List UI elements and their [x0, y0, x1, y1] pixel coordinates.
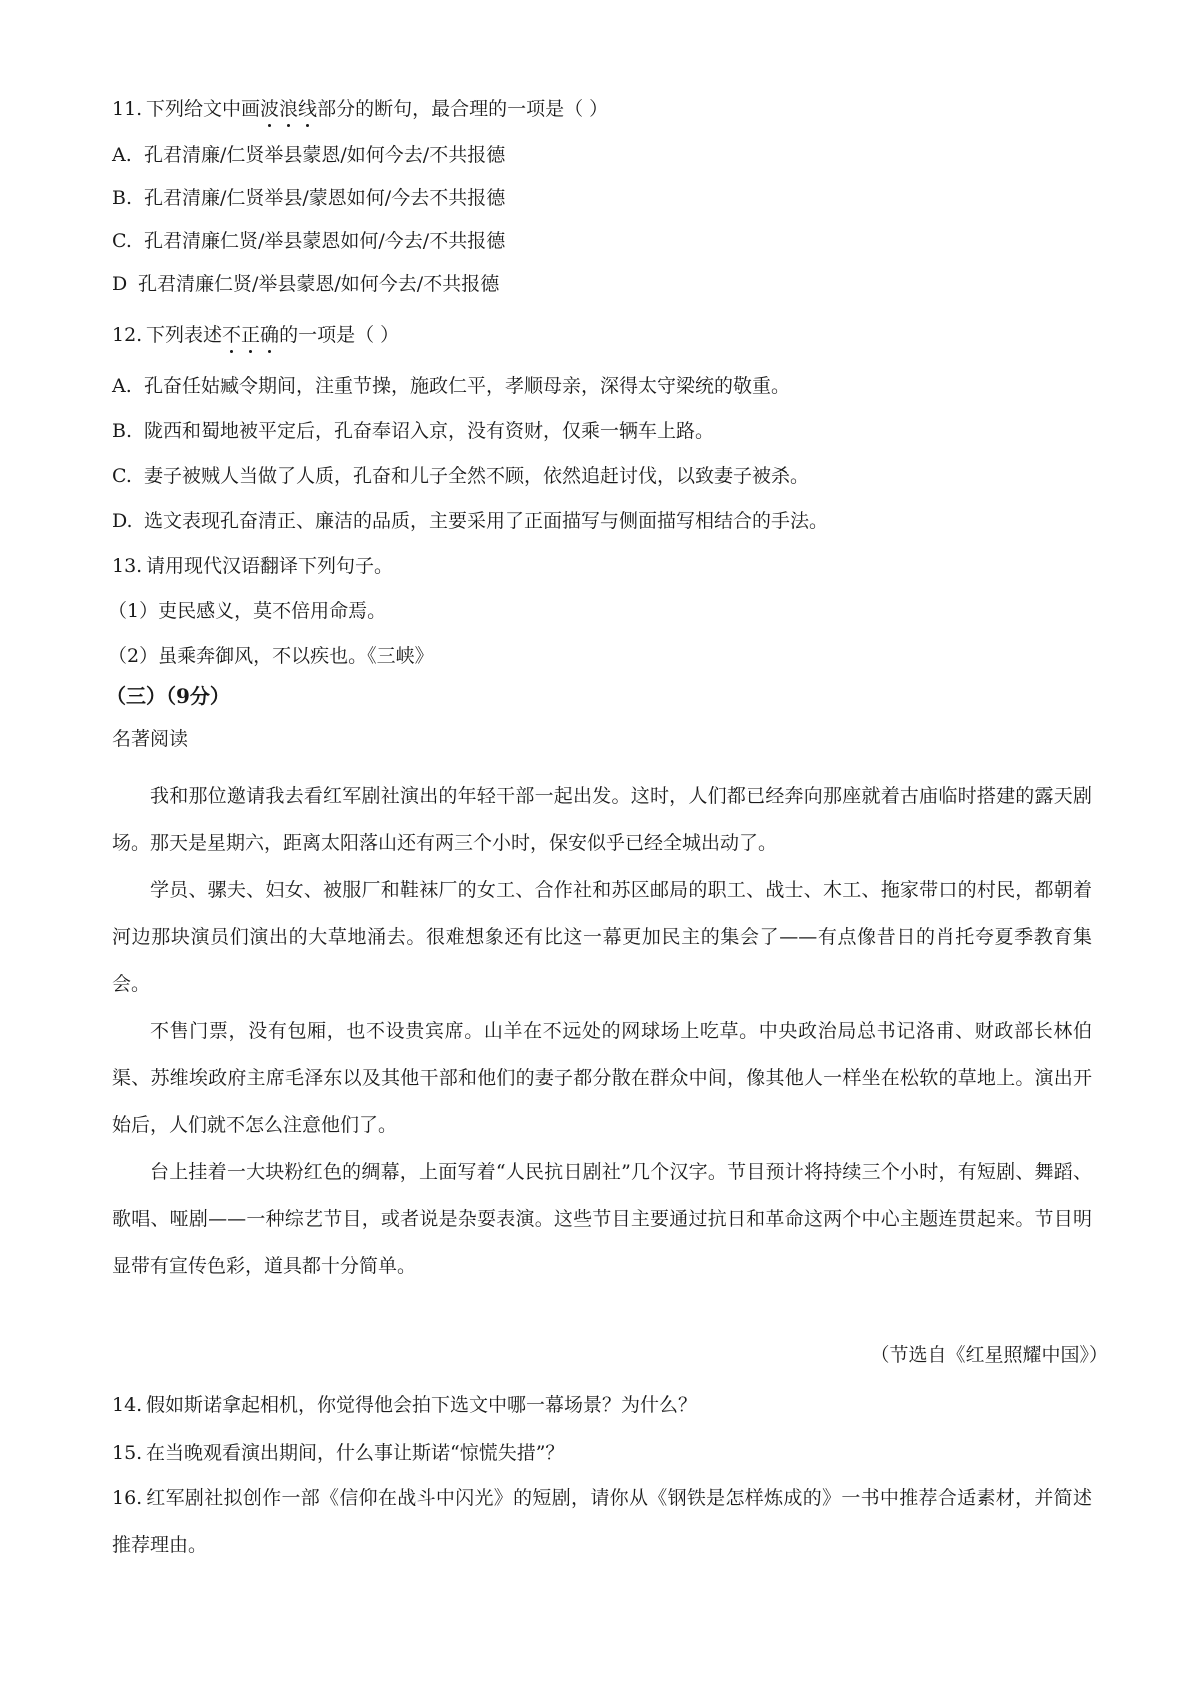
section-subtitle: 名著阅读: [112, 728, 189, 750]
question-number: 13.: [112, 555, 143, 577]
passage-paragraph-4: 台上挂着一大块粉红色的绸幕，上面写着“人民抗日剧社”几个汉字。节目预计将持续三个小时，有短剧、舞蹈、歌唱、哑剧——一种综艺节目，或者说是杂耍表演。这些节目主要通过抗日和革命这两个中心主题连贯起来。节目明显带有宣传色彩，道具都十分简单。: [112, 1161, 1092, 1277]
option-text: 陇西和蜀地被平定后，孔奋奉诏入京，没有资财，仅乘一辆车上路。: [144, 420, 715, 442]
emphasis-dot-char: 不: [222, 324, 242, 346]
option-label: D.: [112, 510, 133, 532]
option-text: 孔君清廉/仁贤举县/蒙恩如何/今去不共报德: [144, 187, 506, 209]
emphasis-dot-char: 正: [241, 324, 261, 346]
emphasis-dot-char: 浪: [279, 98, 299, 120]
section-title: （三）（9分）: [106, 684, 230, 708]
question-number: 14.: [112, 1394, 143, 1416]
question-16: [112, 1475, 1092, 1569]
option-text: 选文表现孔奋清正、廉洁的品质，主要采用了正面描写与侧面描写相结合的手法。: [144, 510, 829, 532]
option-text: 孔奋任姑臧令期间，注重节操，施政仁平，孝顺母亲，深得太守梁统的敬重。: [144, 375, 791, 397]
question-number: 15.: [112, 1442, 143, 1464]
passage-paragraph-3: 不售门票，没有包厢，也不设贵宾席。山羊在不远处的网球场上吃草。中央政治局总书记洛甫、财政部长林伯渠、苏维埃政府主席毛泽东以及其他干部和他们的妻子都分散在群众中间，像其他人一样坐在松软的草地上。演出开始后，人们就不怎么注意他们了。: [112, 1020, 1092, 1136]
stem-text: 下列给文中画: [146, 98, 261, 120]
translation-item-2: （2）虽乘奔御风，不以疾也。《三峡》: [108, 645, 434, 667]
stem-text: 请用现代汉语翻译下列句子。: [146, 555, 394, 577]
passage-paragraph-1: 我和那位邀请我去看红军剧社演出的年轻干部一起出发。这时，人们都已经奔向那座就着古庙临时搭建的露天剧场。那天是星期六，距离太阳落山还有两三个小时，保安似乎已经全城出动了。: [112, 785, 1092, 854]
question-number: 12.: [112, 324, 143, 346]
option-label: A.: [112, 375, 132, 397]
question-14: [112, 1392, 697, 1418]
option-d: [112, 271, 499, 297]
option-b: [112, 418, 714, 444]
passage-paragraph-2: 学员、骡夫、妇女、被服厂和鞋袜厂的女工、合作社和苏区邮局的职工、战士、木工、拖家带口的村民，都朝着河边那块演员们演出的大草地涌去。很难想象还有比这一幕更加民主的集会了——有点像昔日的肖托夸夏季教育集会。: [112, 879, 1092, 995]
option-a: [112, 373, 790, 399]
option-text: 孔君清廉/仁贤举县蒙恩/如何今去/不共报德: [144, 144, 506, 166]
option-text: 孔君清廉仁贤/举县蒙恩如何/今去/不共报德: [144, 230, 506, 252]
emphasis-dotted-text: [222, 324, 279, 346]
passage-source: （节选自《红星照耀中国》）: [870, 1344, 1108, 1366]
option-label: C.: [112, 465, 132, 487]
question-11-stem: [112, 96, 608, 122]
option-d: [112, 508, 828, 534]
option-text: 孔君清廉仁贤/举县蒙恩/如何今去/不共报德: [138, 273, 500, 295]
option-label: B.: [112, 420, 133, 442]
emphasis-dot-char: 波: [260, 98, 280, 120]
option-c: [112, 463, 809, 489]
option-label: D: [112, 273, 128, 295]
translation-item-1: （1）吏民感义，莫不倍用命焉。: [108, 600, 387, 622]
emphasis-dot-char: 线: [298, 98, 318, 120]
option-label: B.: [112, 187, 133, 209]
option-b: [112, 185, 505, 211]
option-c: [112, 228, 505, 254]
stem-text: 下列表述: [146, 324, 223, 346]
question-text: 红军剧社拟创作一部《信仰在战斗中闪光》的短剧，请你从《钢铁是怎样炼成的》一书中推荐合适素材，并简述推荐理由。: [112, 1487, 1092, 1556]
stem-text: 部分的断句，最合理的一项是（ ）: [317, 98, 609, 120]
emphasis-dot-char: 确: [260, 324, 280, 346]
question-number: 16.: [112, 1487, 143, 1509]
question-text: 在当晚观看演出期间，什么事让斯诺“惊慌失措”？: [146, 1442, 565, 1464]
question-number: 11.: [112, 98, 143, 120]
option-label: C.: [112, 230, 132, 252]
stem-text: 的一项是（ ）: [279, 324, 400, 346]
question-12-stem: [112, 322, 399, 348]
option-a: [112, 142, 505, 168]
question-15: [112, 1440, 564, 1466]
question-text: 假如斯诺拿起相机，你觉得他会拍下选文中哪一幕场景？为什么？: [146, 1394, 698, 1416]
option-text: 妻子被贼人当做了人质，孔奋和儿子全然不顾，依然追赶讨伐，以致妻子被杀。: [144, 465, 810, 487]
option-label: A.: [112, 144, 132, 166]
emphasis-dotted-text: [260, 98, 317, 120]
question-13-stem: [112, 553, 393, 579]
